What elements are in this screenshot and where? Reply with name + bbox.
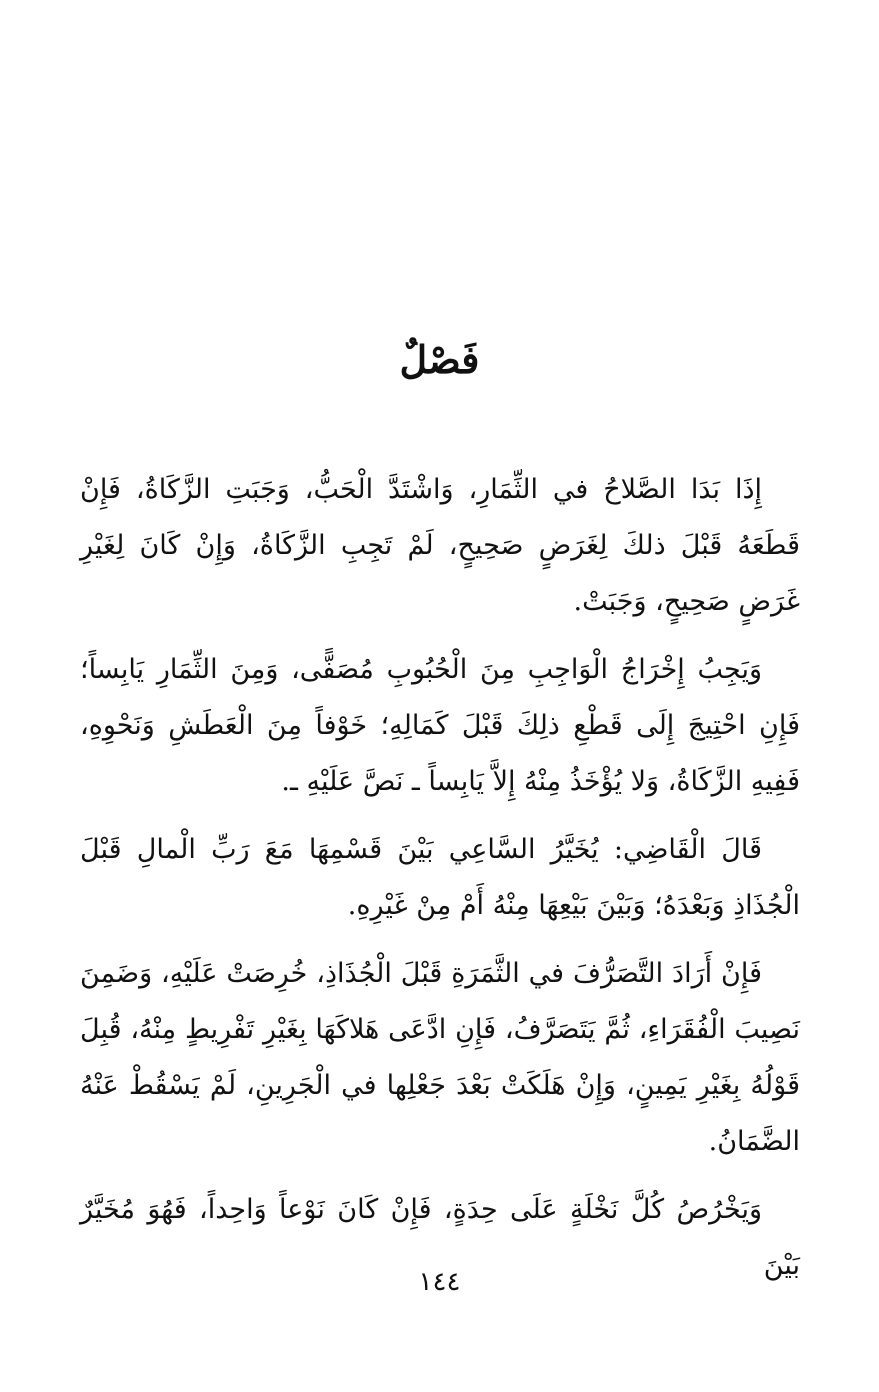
- section-heading: فَصْلٌ: [399, 337, 480, 382]
- body-text: [80, 462, 800, 1306]
- page-number: ١٤٤: [418, 1267, 461, 1297]
- paragraph-3: قَالَ الْقَاضِي: يُخَيَّرُ السَّاعِي بَيْنَ قَسْمِهَا مَعَ رَبِّ الْمالِ قَبْلَ الْجُذَاذِ وَبَعْدَهُ؛ وَبَيْنَ بَيْعِهَا مِنْهُ أَمْ مِنْ غَيْرِهِ.: [80, 834, 800, 921]
- paragraph-1: إِذَا بَدَا الصَّلاحُ في الثِّمَارِ، وَاشْتَدَّ الْحَبُّ، وَجَبَتِ الزَّكَاةُ، فَإِنْ قَطَعَهُ قَبْلَ ذلكَ لِغَرَضٍ صَحِيحٍ، لَمْ تَجِبِ الزَّكَاةُ، وَإِنْ كَانَ لِغَيْرِ غَرَضٍ صَحِيحٍ، وَجَبَتْ.: [80, 474, 800, 617]
- paragraph-2: وَيَجِبُ إِخْرَاجُ الْوَاجِبِ مِنَ الْحُبُوبِ مُصَفًّى، وَمِنَ الثِّمَارِ يَابِساً؛ فَإِنِ احْتِيجَ إِلَى قَطْعِ ذلِكَ قَبْلَ كَمَالِهِ؛ خَوْفاً مِنَ الْعَطَشِ وَنَحْوِهِ، فَفِيهِ الزَّكَاةُ، وَلا يُؤْخَذُ مِنْهُ إِلاَّ يَابِساً ـ نَصَّ عَلَيْهِ ـ.: [80, 654, 800, 797]
- paragraph-4: فَإِنْ أَرَادَ التَّصَرُّفَ في الثَّمَرَةِ قَبْلَ الْجُذَاذِ، خُرِصَتْ عَلَيْهِ، وَضَمِنَ نَصِيبَ الْفُقَرَاءِ، ثُمَّ يَتَصَرَّفُ، فَإِنِ ادَّعَى هَلاكَهَا بِغَيْرِ تَفْرِيطٍ مِنْهُ، قُبِلَ قَوْلُهُ بِغَيْرِ يَمِينٍ، وَإِنْ هَلَكَتْ بَعْدَ جَعْلِها في الْجَرِينِ، لَمْ يَسْقُطْ عَنْهُ الضَّمَانُ.: [80, 958, 800, 1157]
- paragraph-5: وَيَخْرُصُ كُلَّ نَخْلَةٍ عَلَى حِدَةٍ، فَإِنْ كَانَ نَوْعاً وَاحِداً، فَهُوَ مُخَيَّرٌ بَيْنَ: [80, 1194, 800, 1281]
